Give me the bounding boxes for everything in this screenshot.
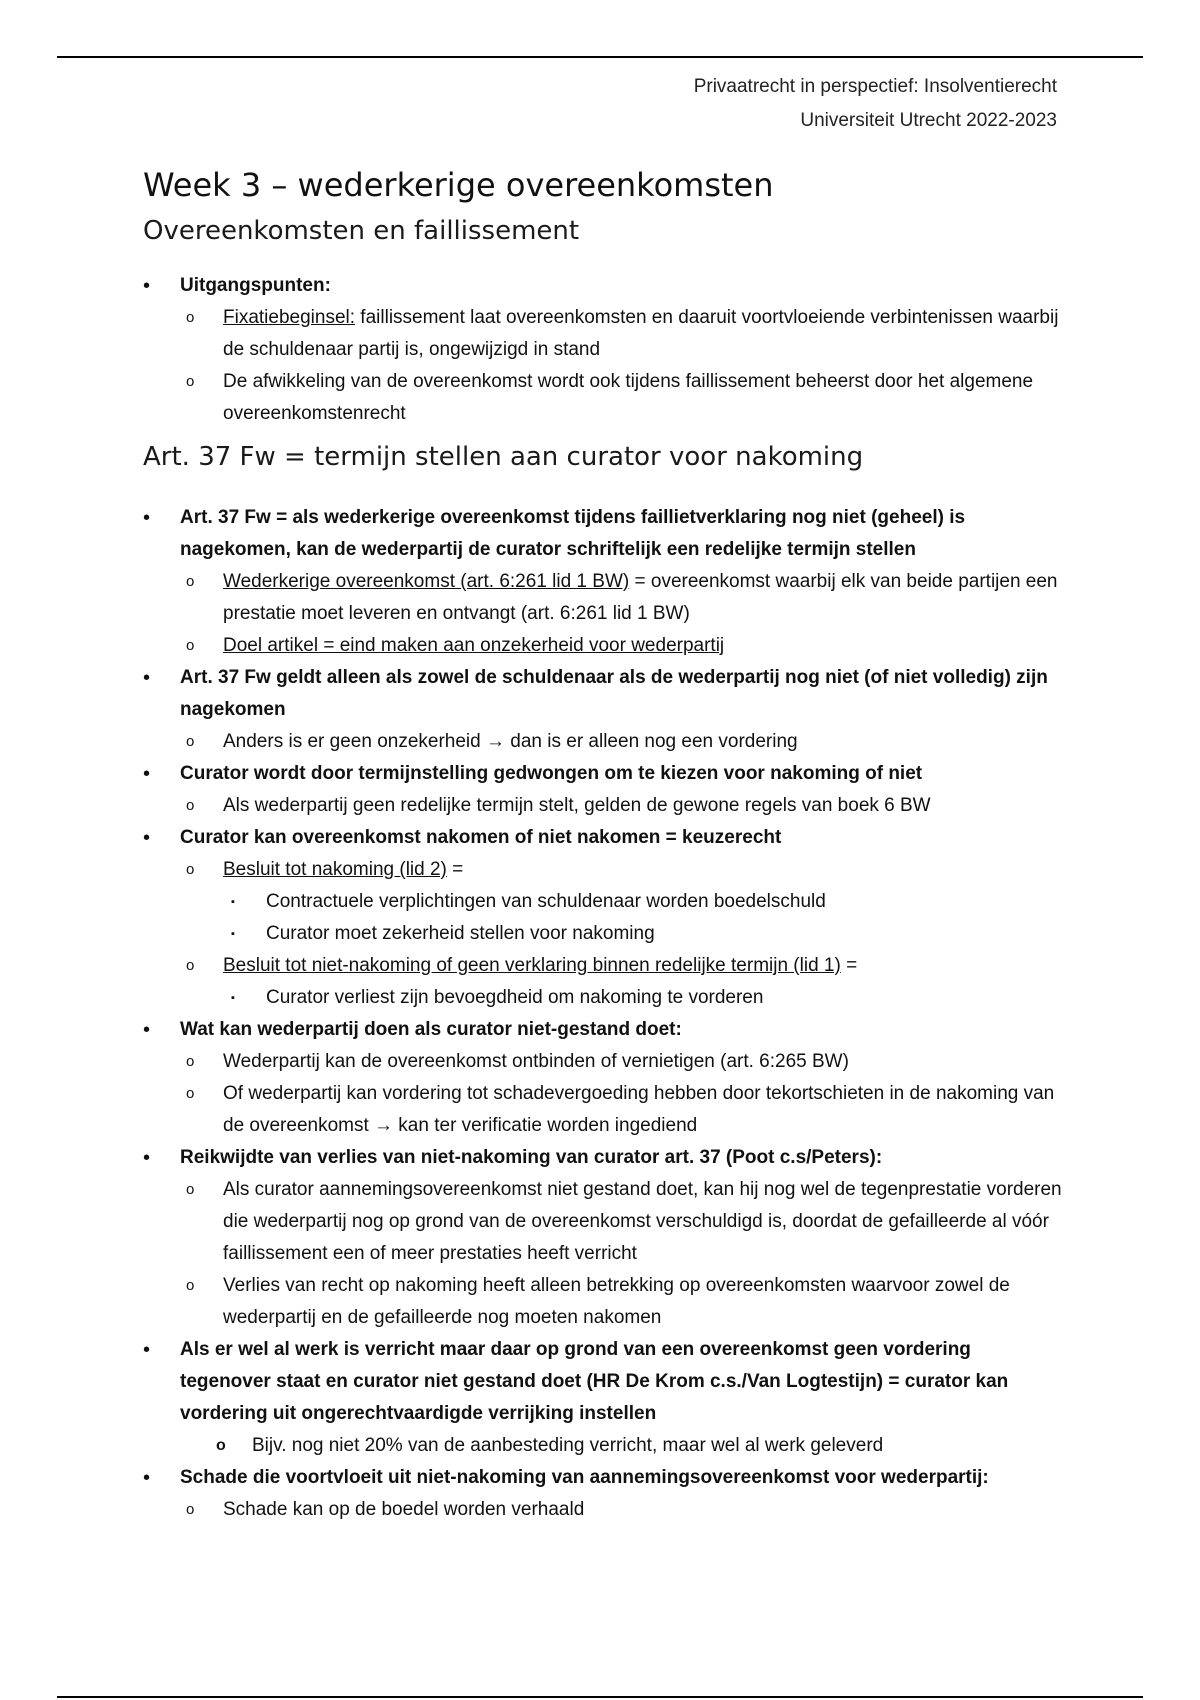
bullet-icon: • — [143, 507, 151, 529]
list-item: • Uitgangspunten: — [143, 270, 1063, 302]
bottom-rule — [57, 1696, 1143, 1698]
circle-bullet-icon: o — [186, 309, 195, 326]
circle-bullet-icon: o — [186, 797, 195, 814]
bullet-icon: • — [143, 1019, 151, 1041]
list-item: o De afwikkeling van de overeenkomst wordt ook tijdens faillissement beheerst door het algemene overeenkomstenrecht — [143, 366, 1063, 430]
term-fixatiebeginsel: Fixatiebeginsel: — [223, 307, 356, 328]
square-bullet-icon: ▪ — [231, 896, 235, 908]
circle-bullet-icon: o — [186, 1277, 195, 1294]
list-item: • Reikwijdte van verlies van niet-nakoming van curator art. 37 (Poot c.s/Peters): — [143, 1142, 1063, 1174]
list-item: o Fixatiebeginsel: faillissement laat overeenkomsten en daaruit voortvloeiende verbintenissen waarbij de schuldenaar partij is, ongewijzigd in stand — [143, 302, 1063, 366]
list-item: o Schade kan op de boedel worden verhaald — [143, 1494, 1063, 1526]
list-item: o Wederkerige overeenkomst (art. 6:261 lid 1 BW) = overeenkomst waarbij elk van beide partijen een prestatie moet leveren en ontvangt (art. 6:261 lid 1 BW) — [143, 566, 1063, 630]
list-item: o Besluit tot nakoming (lid 2) = — [143, 854, 1063, 886]
circle-bullet-icon: o — [186, 1085, 195, 1102]
bullet-icon: • — [143, 1467, 151, 1489]
list-item: o Als wederpartij geen redelijke termijn stelt, gelden de gewone regels van boek 6 BW — [143, 790, 1063, 822]
list-item: • Art. 37 Fw = als wederkerige overeenkomst tijdens faillietverklaring nog niet (geheel) is nagekomen, kan de wederpartij de curator schriftelijk een redelijke termijn stellen — [143, 502, 1063, 566]
list-item: • Schade die voortvloeit uit niet-nakoming van aannemingsovereenkomst voor wederpartij: — [143, 1462, 1063, 1494]
list-item: o Bijv. nog niet 20% van de aanbesteding verricht, maar wel al werk geleverd — [143, 1430, 1063, 1462]
circle-bullet-icon: o — [186, 1501, 195, 1518]
list-item: • Art. 37 Fw geldt alleen als zowel de schuldenaar als de wederpartij nog niet (of niet volledig) zijn nagekomen — [143, 662, 1063, 726]
circle-bullet-icon: o — [186, 1181, 195, 1198]
circle-bullet-icon: o — [186, 1053, 195, 1070]
circle-bullet-icon: o — [216, 1437, 226, 1454]
header-university: Universiteit Utrecht 2022-2023 — [800, 110, 1057, 131]
list-item: o Wederpartij kan de overeenkomst ontbinden of vernietigen (art. 6:265 BW) — [143, 1046, 1063, 1078]
top-rule — [57, 56, 1143, 58]
circle-bullet-icon: o — [186, 573, 195, 590]
list-item: o Besluit tot niet-nakoming of geen verklaring binnen redelijke termijn (lid 1) = — [143, 950, 1063, 982]
bullet-icon: • — [143, 1147, 151, 1169]
page-title: Week 3 – wederkerige overeenkomsten — [143, 166, 774, 204]
list-item: o Of wederpartij kan vordering tot schadevergoeding hebben door tekortschieten in de nakoming van de overeenkomst → kan ter verificatie worden ingediend — [143, 1078, 1063, 1142]
list-item: o Verlies van recht op nakoming heeft alleen betrekking op overeenkomsten waarvoor zowel de wederpartij en de gefailleerde nog moeten nakomen — [143, 1270, 1063, 1334]
circle-bullet-icon: o — [186, 861, 195, 878]
list-item: o Doel artikel = eind maken aan onzekerheid voor wederpartij — [143, 630, 1063, 662]
list-item: o Anders is er geen onzekerheid → dan is er alleen nog een vordering — [143, 726, 1063, 758]
header-course: Privaatrecht in perspectief: Insolventierecht — [693, 76, 1057, 97]
circle-bullet-icon: o — [186, 637, 195, 654]
bullet-icon: • — [143, 275, 151, 297]
page-header — [694, 70, 1057, 138]
list-item: • Als er wel al werk is verricht maar daar op grond van een overeenkomst geen vordering tegenover staat en curator niet gestand doet (HR De Krom c.s./Van Logtestijn) = curator kan vordering uit ongerechtvaardigde verrijking instellen — [143, 1334, 1063, 1430]
circle-bullet-icon: o — [186, 733, 195, 750]
list-item: ▪ Curator verliest zijn bevoegdheid om nakoming te vorderen — [143, 982, 1063, 1014]
list-item: o Als curator aannemingsovereenkomst niet gestand doet, kan hij nog wel de tegenprestatie vorderen die wederpartij nog op grond van de overeenkomst verschuldigd is, doordat de gefailleerde al vóór faillissement een of meer prestaties heeft verricht — [143, 1174, 1063, 1270]
bullet-icon: • — [143, 1339, 151, 1361]
list-item: • Wat kan wederpartij doen als curator niet-gestand doet: — [143, 1014, 1063, 1046]
document-body — [143, 160, 1063, 1526]
list-item: • Curator wordt door termijnstelling gedwongen om te kiezen voor nakoming of niet — [143, 758, 1063, 790]
section-heading-art37: Art. 37 Fw = termijn stellen aan curator voor nakoming — [143, 442, 864, 472]
circle-bullet-icon: o — [186, 957, 195, 974]
circle-bullet-icon: o — [186, 373, 195, 390]
list-item: • Curator kan overeenkomst nakomen of niet nakomen = keuzerecht — [143, 822, 1063, 854]
section-heading-overeenkomsten: Overeenkomsten en faillissement — [143, 216, 580, 246]
list-item: ▪ Contractuele verplichtingen van schuldenaar worden boedelschuld — [143, 886, 1063, 918]
bullet-icon: • — [143, 667, 151, 689]
list-item: ▪ Curator moet zekerheid stellen voor nakoming — [143, 918, 1063, 950]
square-bullet-icon: ▪ — [231, 928, 235, 940]
bullet-icon: • — [143, 763, 151, 785]
square-bullet-icon: ▪ — [231, 992, 235, 1004]
bullet-icon: • — [143, 827, 151, 849]
